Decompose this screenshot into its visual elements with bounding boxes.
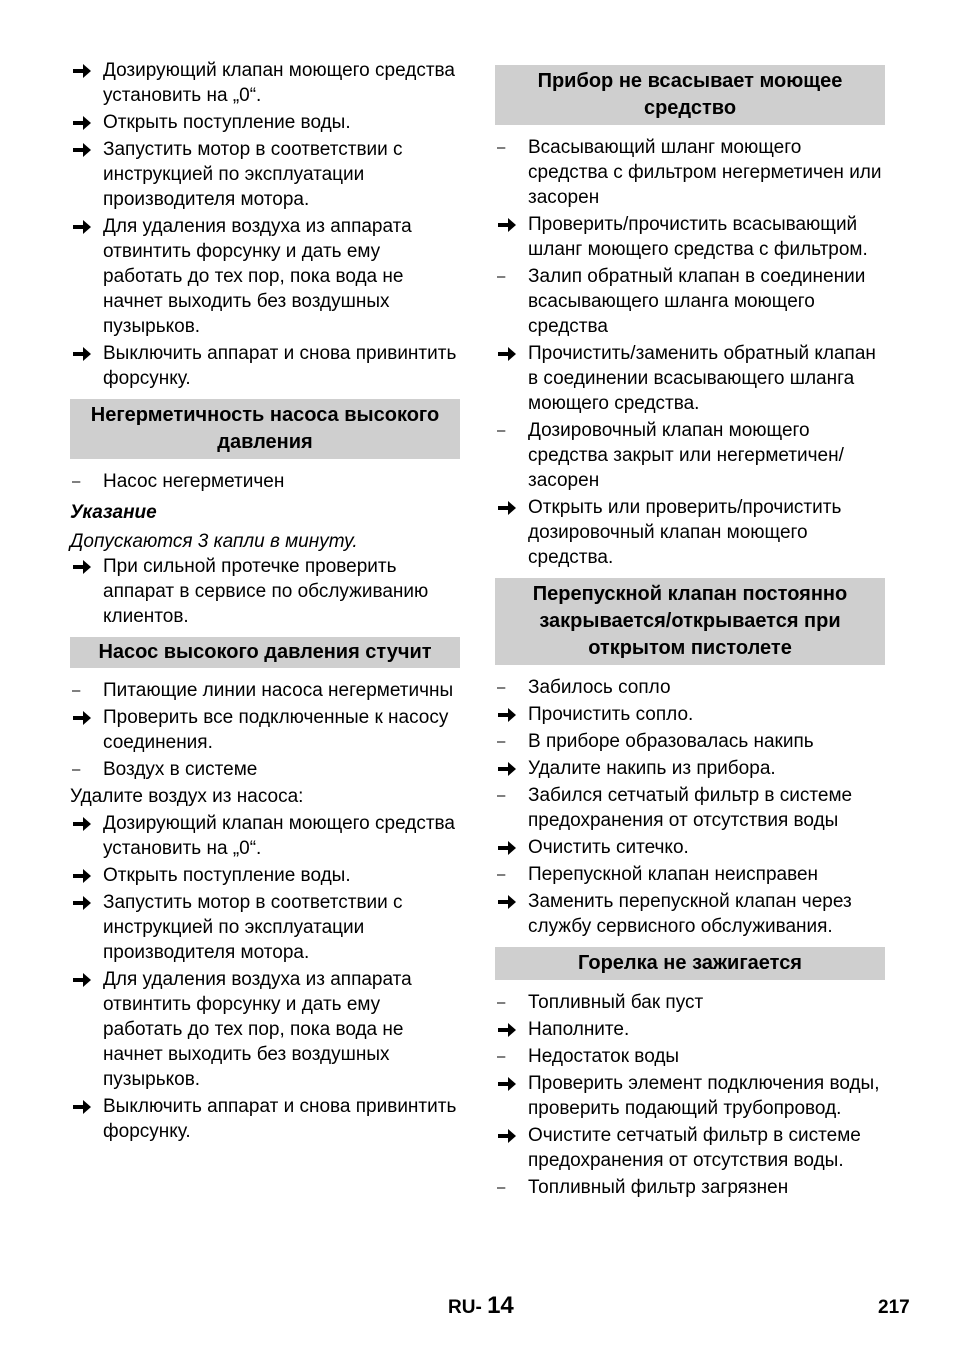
item-text: Для удаления воздуха из аппарата отвинтить форсунку и дать ему работать до тех пор, пока вода не начнет выходить без воздушных пузырьков.	[103, 216, 412, 337]
item-text: Проверить все подключенные к насосу соединения.	[103, 707, 449, 753]
note-heading: Указание	[70, 502, 157, 523]
action-item	[495, 702, 885, 727]
action-item	[495, 1017, 885, 1042]
arrow-right-icon	[72, 816, 92, 832]
cause-item	[70, 678, 460, 703]
item-text: Прочистить сопло.	[528, 704, 694, 725]
item-text: Насос негерметичен	[103, 471, 285, 492]
arrow-right-icon	[497, 1076, 517, 1092]
action-item	[495, 495, 885, 570]
item-text: Питающие линии насоса негерметичны	[103, 680, 454, 701]
dash-marker: –	[72, 473, 81, 490]
item-text: Воздух в системе	[103, 759, 258, 780]
dash-marker: –	[497, 679, 506, 696]
action-item	[495, 889, 885, 939]
arrow-right-icon	[72, 559, 92, 575]
dash-marker: –	[497, 787, 506, 804]
action-item	[495, 1071, 885, 1121]
cause-item	[495, 264, 885, 339]
footer-page-number: 217	[878, 1297, 910, 1318]
right-column	[495, 58, 885, 1202]
arrow-right-icon	[72, 895, 92, 911]
dash-marker: –	[497, 733, 506, 750]
action-item	[70, 214, 460, 339]
item-text: Для удаления воздуха из аппарата отвинтить форсунку и дать ему работать до тех пор, пока вода не начнет выходить без воздушных пузырьков.	[103, 969, 412, 1090]
cause-item	[495, 862, 885, 887]
action-item	[70, 967, 460, 1092]
arrow-right-icon	[497, 1022, 517, 1038]
item-text: Проверить элемент подключения воды, проверить подающий трубопровод.	[528, 1073, 880, 1119]
action-item	[70, 1094, 460, 1144]
cause-item	[495, 1044, 885, 1069]
cause-item	[70, 757, 460, 782]
item-text: Перепускной клапан неисправен	[528, 864, 819, 885]
item-text: Проверить/прочистить всасывающий шланг моющего средства с фильтром.	[528, 214, 868, 260]
dash-marker: –	[72, 682, 81, 699]
action-item	[70, 137, 460, 212]
arrow-right-icon	[497, 761, 517, 777]
action-item	[70, 110, 460, 135]
item-text: При сильной протечке проверить аппарат в сервисе по обслуживанию клиентов.	[103, 556, 429, 627]
section-heading: Горелка не зажигается	[495, 947, 885, 980]
cause-item	[495, 783, 885, 833]
action-item	[495, 835, 885, 860]
item-text: Очистите сетчатый фильтр в системе предохранения от отсутствия воды.	[528, 1125, 861, 1171]
item-text: Забилось сопло	[528, 677, 671, 698]
item-text: В приборе образовалась накипь	[528, 731, 814, 752]
action-item	[70, 863, 460, 888]
arrow-right-icon	[72, 972, 92, 988]
cause-item	[70, 469, 460, 494]
action-item	[70, 341, 460, 391]
item-text: Открыть поступление воды.	[103, 112, 351, 133]
item-text: Запустить мотор в соответствии с инструкцией по эксплуатации производителя мотора.	[103, 892, 403, 963]
item-text: Залип обратный клапан в соединении всасывающего шланга моющего средства	[528, 266, 866, 337]
section-heading: Негерметичность насоса высокого давления	[70, 399, 460, 459]
footer-language: RU	[448, 1297, 476, 1318]
action-item	[70, 554, 460, 629]
cause-item	[495, 418, 885, 493]
cause-item	[495, 729, 885, 754]
item-text: Топливный бак пуст	[528, 992, 704, 1013]
arrow-right-icon	[72, 346, 92, 362]
dash-marker: –	[497, 139, 506, 156]
item-text: Прочистить/заменить обратный клапан в соединении всасывающего шланга моющего средства.	[528, 343, 876, 414]
plain-text: Удалите воздух из насоса:	[70, 786, 304, 807]
item-text: Удалите накипь из прибора.	[528, 758, 776, 779]
item-text: Открыть или проверить/прочистить дозировочный клапан моющего средства.	[528, 497, 842, 568]
action-item	[70, 705, 460, 755]
item-text: Дозировочный клапан моющего средства закрыт или негерметичен/ засорен	[528, 420, 844, 491]
action-item	[495, 341, 885, 416]
cause-item	[495, 1175, 885, 1200]
item-text: Топливный фильтр загрязнен	[528, 1177, 789, 1198]
item-text: Заменить перепускной клапан через службу сервисного обслуживания.	[528, 891, 852, 937]
cause-item	[495, 675, 885, 700]
arrow-right-icon	[72, 219, 92, 235]
item-text: Выключить аппарат и снова привинтить форсунку.	[103, 343, 457, 389]
dash-marker: –	[497, 1179, 506, 1196]
section-heading: Перепускной клапан постоянно закрывается/открывается при открытом пистолете	[495, 578, 885, 665]
arrow-right-icon	[72, 63, 92, 79]
dash-marker: –	[497, 994, 506, 1011]
footer-separator: -	[475, 1297, 482, 1318]
arrow-right-icon	[497, 1128, 517, 1144]
arrow-right-icon	[497, 894, 517, 910]
item-text: Наполните.	[528, 1019, 630, 1040]
cause-item	[495, 135, 885, 210]
item-text: Недостаток воды	[528, 1046, 680, 1067]
arrow-right-icon	[72, 142, 92, 158]
item-text: Забился сетчатый фильтр в системе предохранения от отсутствия воды	[528, 785, 853, 831]
action-item	[495, 212, 885, 262]
action-item	[495, 756, 885, 781]
note-text: Допускаются 3 капли в минуту.	[70, 531, 358, 552]
item-text: Дозирующий клапан моющего средства установить на „0“.	[103, 813, 455, 859]
dash-marker: –	[72, 761, 81, 778]
action-item	[70, 890, 460, 965]
dash-marker: –	[497, 866, 506, 883]
arrow-right-icon	[72, 710, 92, 726]
item-text: Дозирующий клапан моющего средства установить на „0“.	[103, 60, 455, 106]
item-text: Всасывающий шланг моющего средства с фильтром негерметичен или засорен	[528, 137, 882, 208]
arrow-right-icon	[497, 840, 517, 856]
dash-marker: –	[497, 268, 506, 285]
arrow-right-icon	[497, 500, 517, 516]
action-item	[70, 58, 460, 108]
dash-marker: –	[497, 1048, 506, 1065]
dash-marker: –	[497, 422, 506, 439]
section-heading: Прибор не всасывает моющее средство	[495, 65, 885, 125]
arrow-right-icon	[497, 217, 517, 233]
item-text: Запустить мотор в соответствии с инструкцией по эксплуатации производителя мотора.	[103, 139, 403, 210]
item-text: Открыть поступление воды.	[103, 865, 351, 886]
left-column	[70, 58, 460, 1146]
section-heading: Насос высокого давления стучит	[70, 637, 460, 668]
arrow-right-icon	[497, 346, 517, 362]
arrow-right-icon	[72, 1099, 92, 1115]
page-footer-section	[448, 1292, 514, 1320]
footer-section-page: 14	[487, 1292, 514, 1319]
arrow-right-icon	[497, 707, 517, 723]
action-item	[495, 1123, 885, 1173]
arrow-right-icon	[72, 868, 92, 884]
item-text: Очистить ситечко.	[528, 837, 689, 858]
item-text: Выключить аппарат и снова привинтить форсунку.	[103, 1096, 457, 1142]
cause-item	[495, 990, 885, 1015]
action-item	[70, 811, 460, 861]
arrow-right-icon	[72, 115, 92, 131]
